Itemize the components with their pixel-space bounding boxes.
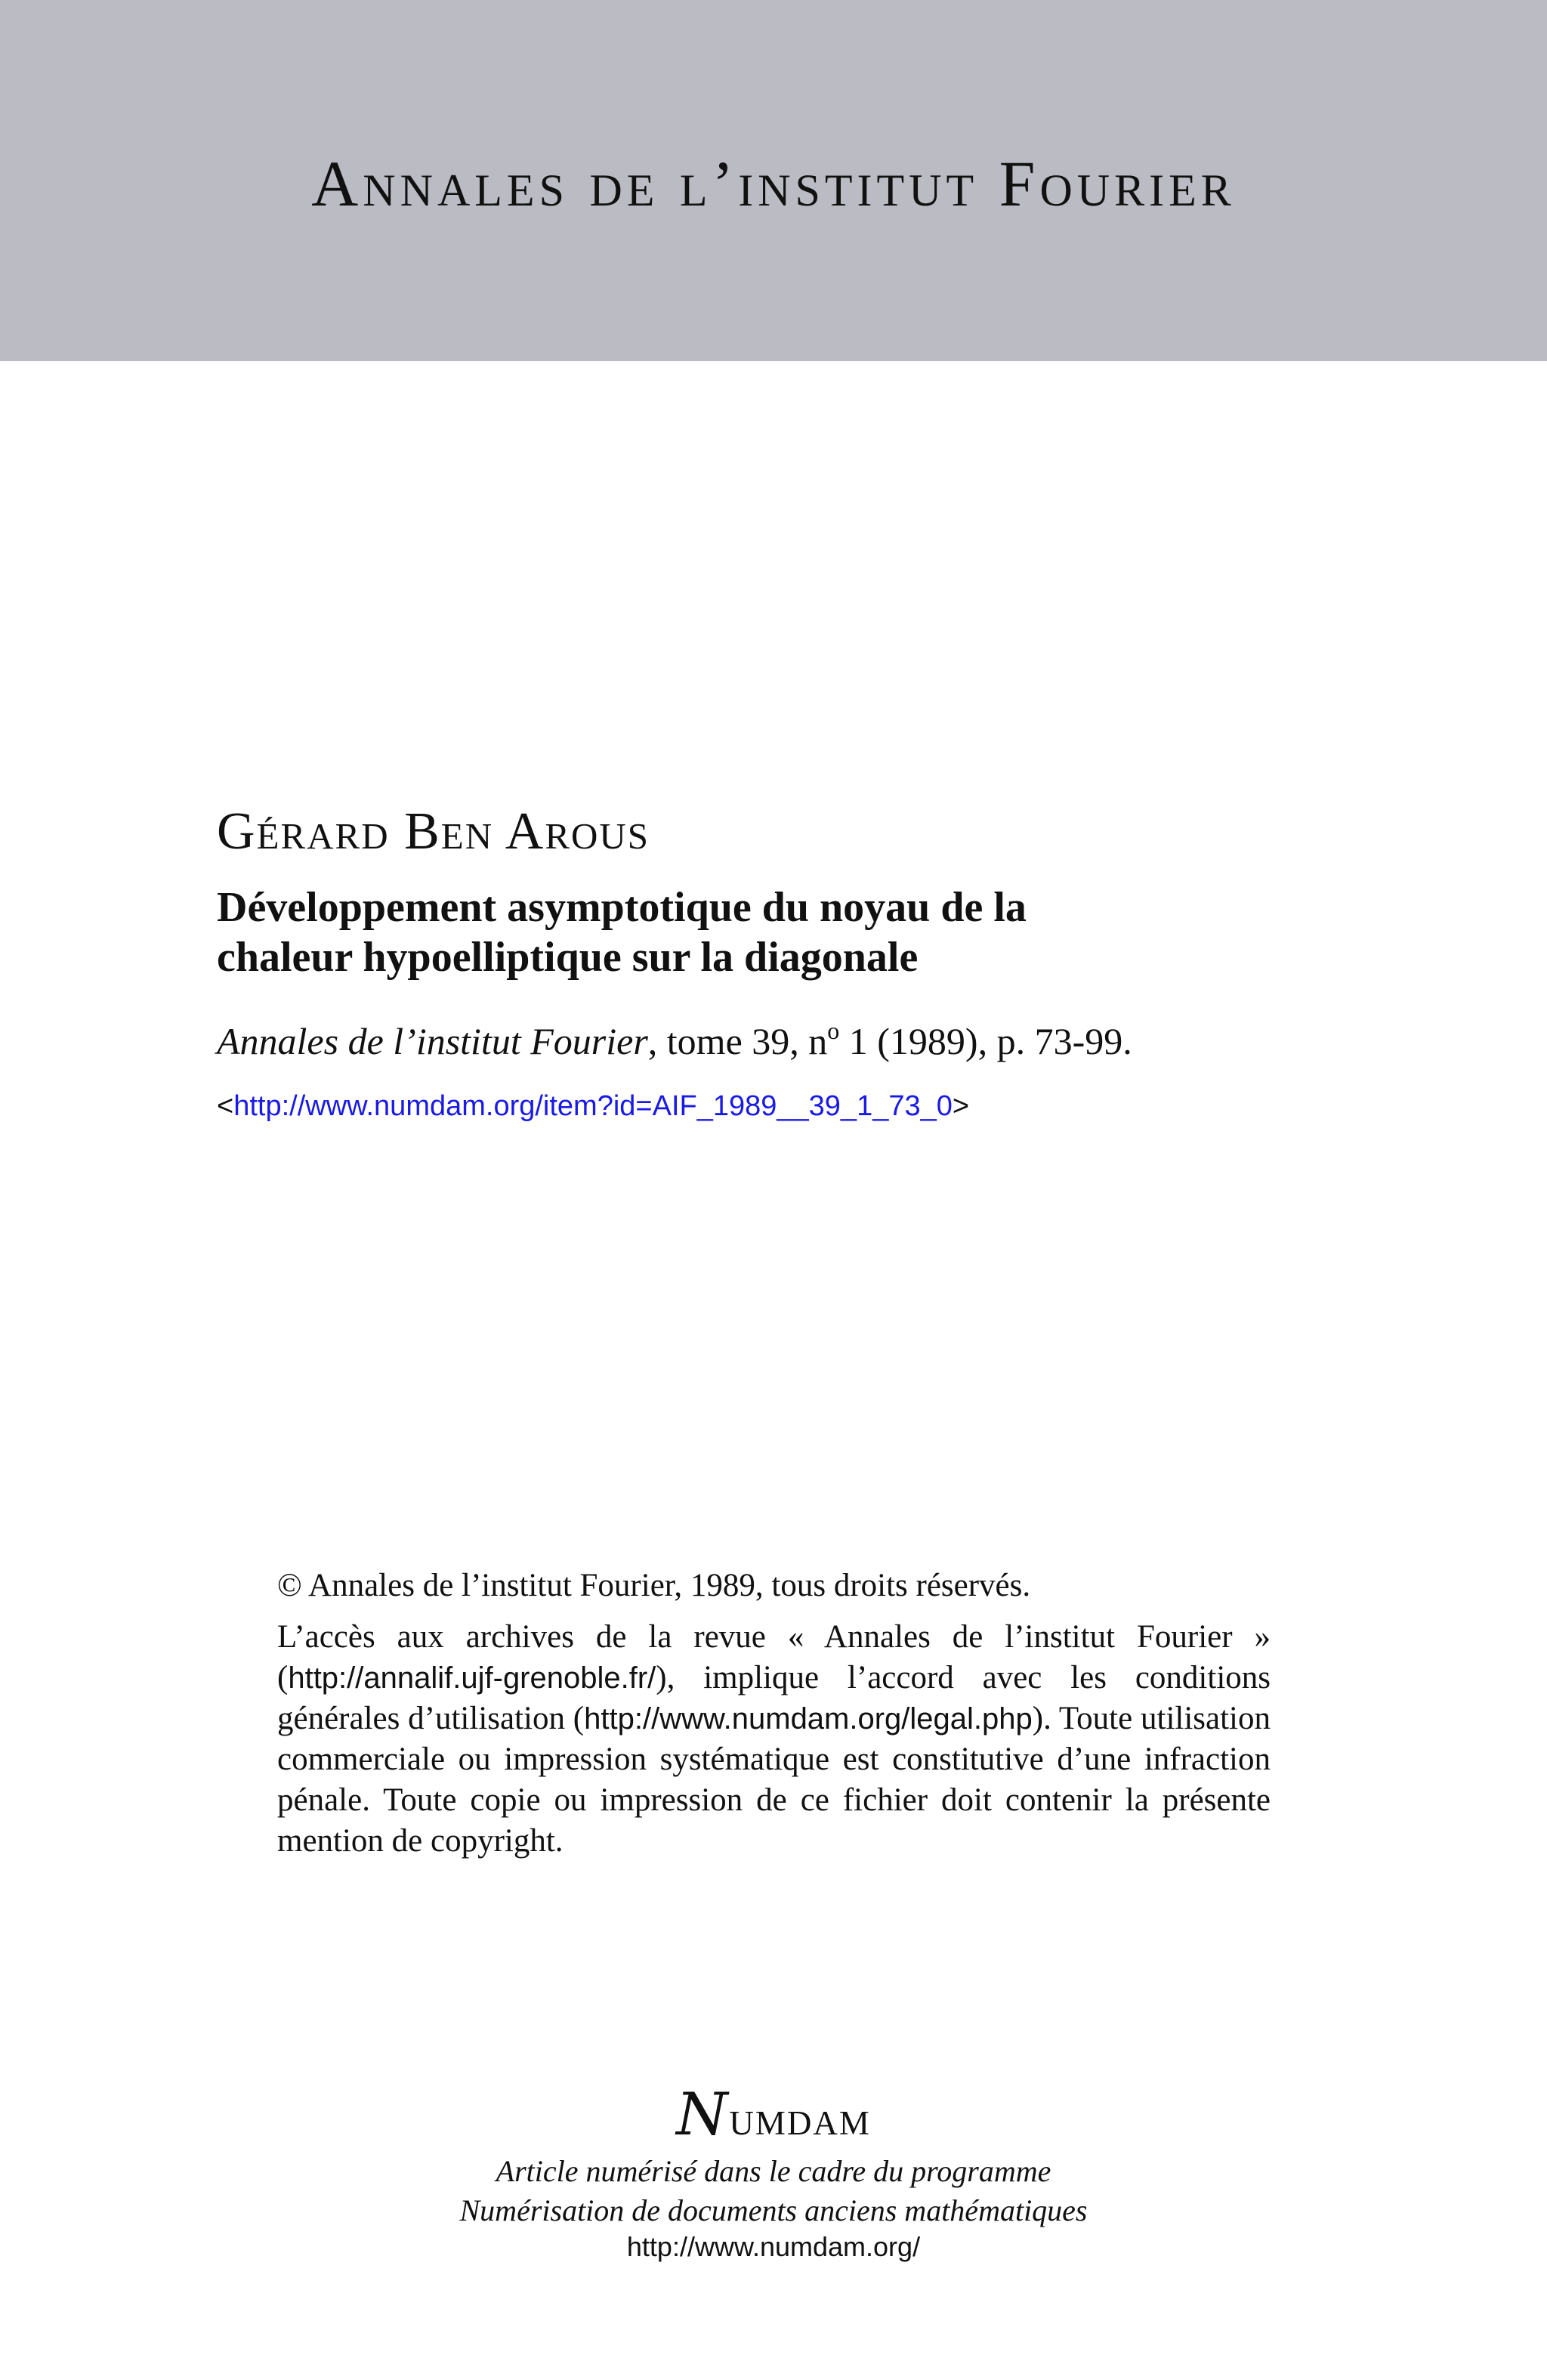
- url-open-bracket: <: [217, 1090, 234, 1122]
- citation-number-sup: o: [827, 1017, 840, 1044]
- legal-url-link[interactable]: http://www.numdam.org/legal.php: [584, 1702, 1033, 1736]
- program-statement: [0, 2152, 1547, 2230]
- article-title: [217, 882, 1274, 982]
- access-text-c: ). Toute utilisation commerciale ou impression systématique est constitutive d’une infraction pénale. Toute copie ou impression de ce fichier doit contenir la présente mention de copyright.: [277, 1701, 1271, 1859]
- numdam-logo-rest: umdam: [729, 2091, 871, 2145]
- article-title-line-2: chaleur hypoelliptique sur la diagonale: [217, 934, 919, 981]
- numdam-logo: [0, 2081, 1547, 2149]
- journal-title: Annales de l’institut Fourier: [311, 147, 1236, 220]
- citation-journal: Annales de l’institut Fourier: [217, 1020, 648, 1062]
- article-title-line-1: Développement asymptotique du noyau de la: [217, 884, 1027, 931]
- citation-pages: 1 (1989), p. 73-99.: [839, 1020, 1132, 1062]
- numdam-url-link[interactable]: http://www.numdam.org/: [626, 2231, 921, 2262]
- url-close-bracket: >: [952, 1090, 970, 1122]
- access-text-a: L’accès aux archives de la revue « Annales de l’institut Fourier » (: [277, 1619, 1271, 1695]
- item-url-link[interactable]: http://www.numdam.org/item?id=AIF_1989__39_1_73_0: [233, 1090, 953, 1122]
- program-line-2: Numérisation de documents anciens mathématiques: [459, 2193, 1088, 2227]
- rights-notice: [277, 1566, 1271, 1862]
- copyright-line: © Annales de l’institut Fourier, 1989, tous droits réservés.: [277, 1568, 1031, 1603]
- item-url-line: [217, 1090, 969, 1124]
- article-citation: [217, 1018, 1350, 1064]
- numdam-logo-initial: N: [676, 2081, 730, 2149]
- access-conditions: [277, 1617, 1271, 1862]
- program-line-1: Article numérisé dans le cadre du programme: [496, 2154, 1051, 2188]
- citation-volume: , tome 39, n: [647, 1020, 828, 1062]
- access-text-b: ), implique l’accord avec les conditions générales d’utilisation (: [277, 1660, 1271, 1736]
- article-author: Gérard Ben Arous: [217, 802, 650, 861]
- journal-header-band: [0, 0, 1547, 361]
- annalif-url-link[interactable]: http://annalif.ujf-grenoble.fr/: [288, 1661, 656, 1695]
